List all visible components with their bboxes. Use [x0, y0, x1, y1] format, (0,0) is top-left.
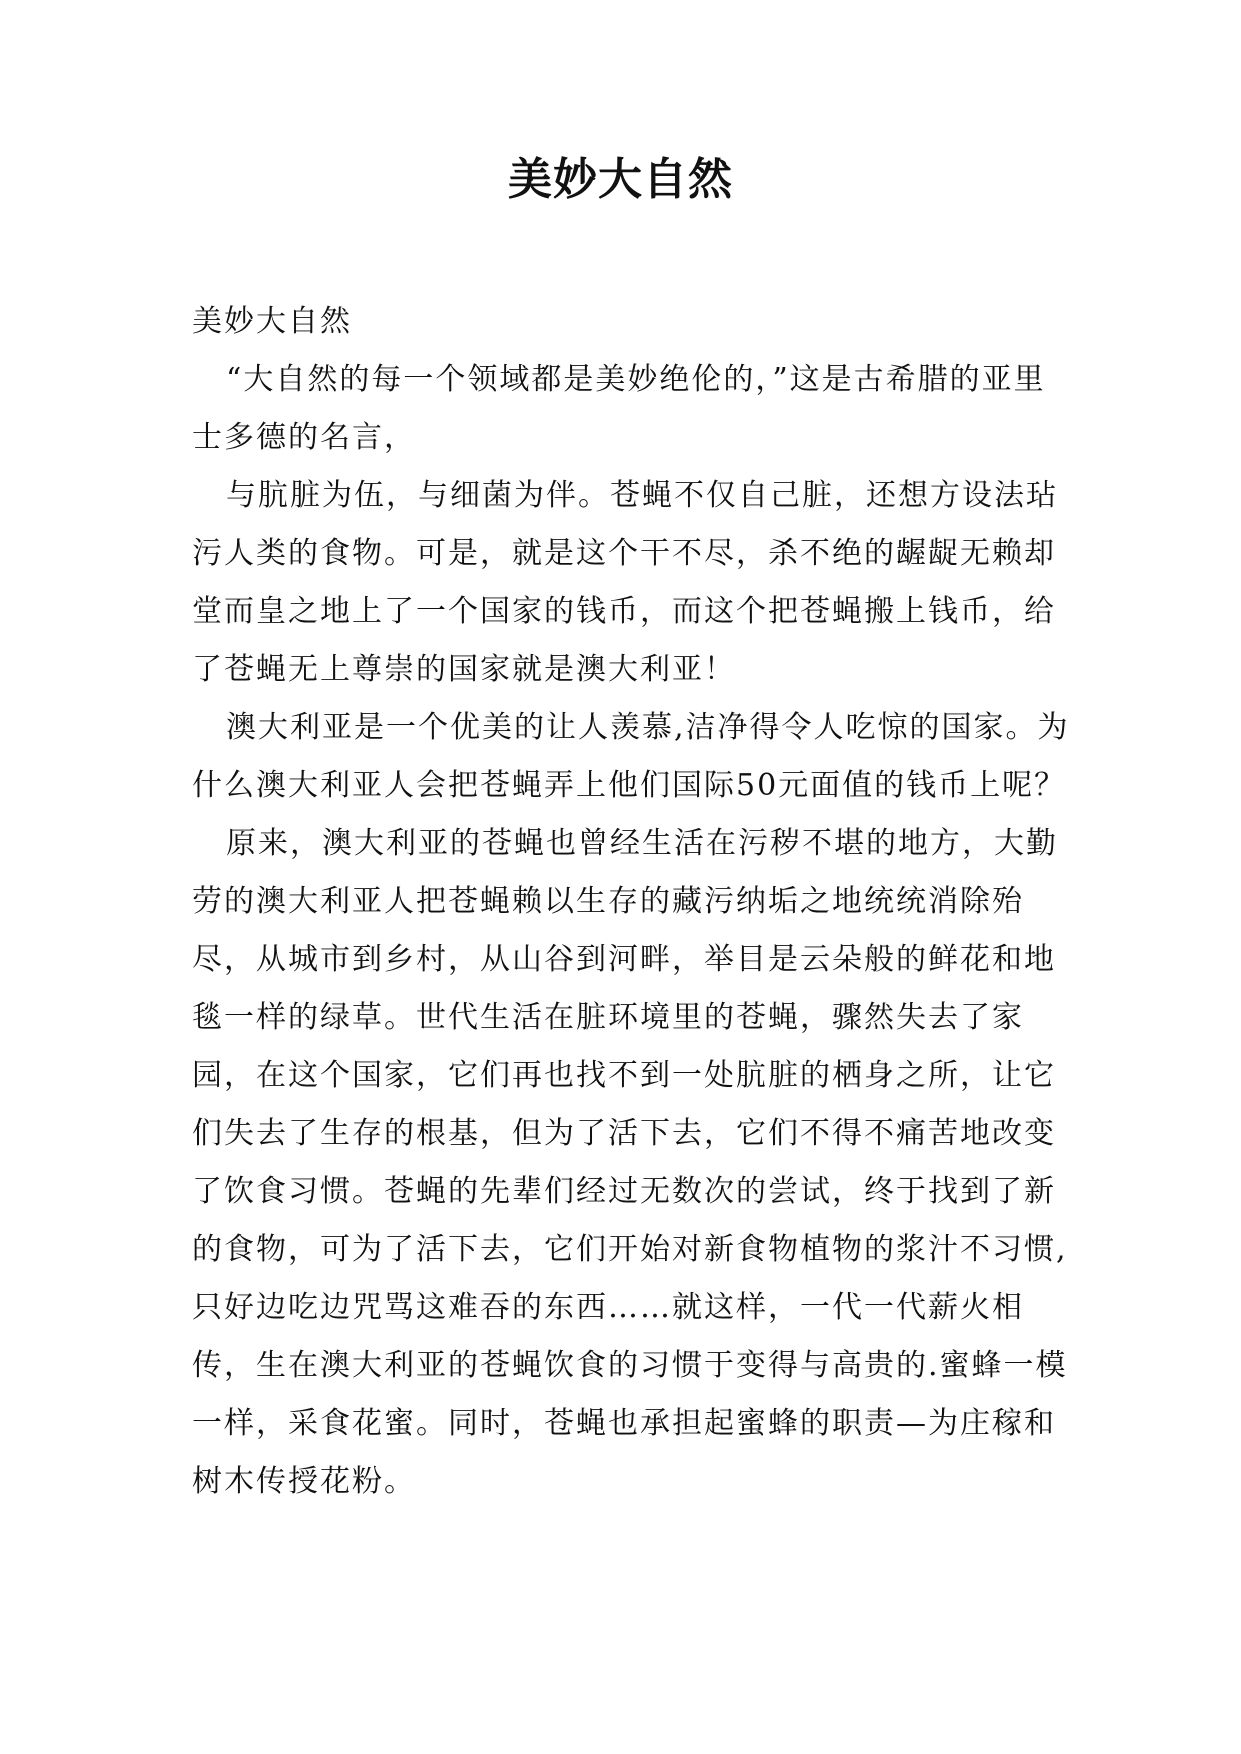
subtitle-paragraph: 美妙大自然	[192, 304, 352, 339]
document-title: 美妙大自然	[508, 154, 733, 205]
body-paragraph-fly: 与肮脏为伍，与细菌为伴。苍蝇不仅自己脏，还想方设法玷污人类的食物。可是，就是这个干不尽，杀不绝的龌龊无赖却堂而皇之地上了一个国家的钱币，而这个把苍蝇搬上钱币，给了苍蝇无上尊崇的国家就是澳大利亚！	[192, 478, 1058, 687]
document-body	[192, 293, 1072, 1511]
quote-paragraph: “大自然的每一个领域都是美妙绝伦的，”这是古希腊的亚里士多德的名言，	[192, 362, 1046, 455]
body-paragraph-australia: 澳大利亚是一个优美的让人羡慕,洁净得令人吃惊的国家。为什么澳大利亚人会把苍蝇弄上他们国际50元面值的钱币上呢？	[192, 710, 1070, 803]
body-paragraph-origin: 原来，澳大利亚的苍蝇也曾经生活在污秽不堪的地方，大勤劳的澳大利亚人把苍蝇赖以生存的藏污纳垢之地统统消除殆尽，从城市到乡村，从山谷到河畔，举目是云朵般的鲜花和地毯一样的绿草。世代生活在脏环境里的苍蝇，骤然失去了家园，在这个国家，它们再也找不到一处肮脏的栖身之所，让它们失去了生存的根基，但为了活下去，它们不得不痛苦地改变了饮食习惯。苍蝇的先辈们经过无数次的尝试，终于找到了新的食物，可为了活下去，它们开始对新食物植物的浆汁不习惯,只好边吃边咒骂这难吞的东西……就这样，一代一代薪火相传，生在澳大利亚的苍蝇饮食的习惯于变得与高贵的.蜜蜂一模一样，采食花蜜。同时，苍蝇也承担起蜜蜂的职责—为庄稼和树木传授花粉。	[192, 826, 1068, 1499]
